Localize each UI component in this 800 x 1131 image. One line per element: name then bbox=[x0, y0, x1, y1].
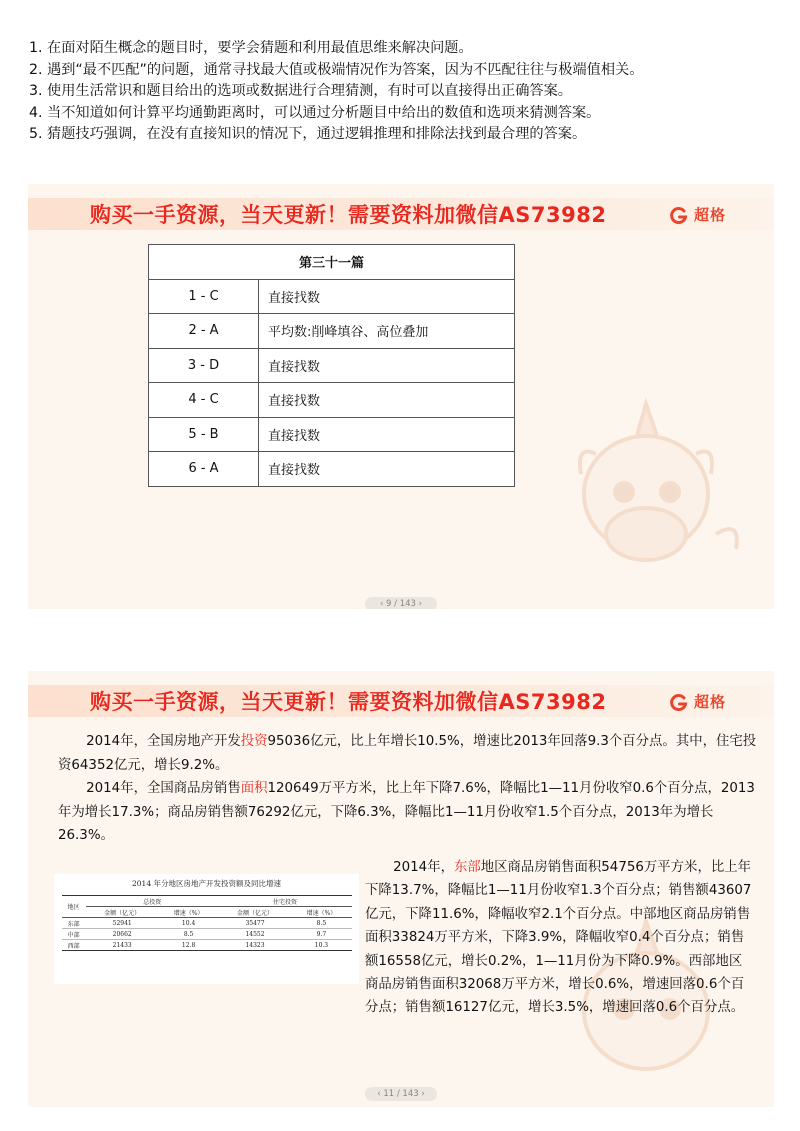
region-cell: 西部 bbox=[62, 940, 86, 951]
unicorn-mascot-icon bbox=[536, 384, 756, 604]
region-cell: 东部 bbox=[62, 918, 86, 929]
text-span: 120649万平方米，比上年下降7.6%，降幅比1—11月份收窄0.6个百分点，2013年为增长17.3%；商品房销售额76292亿元，下降6.3%，降幅比1—11月份收窄1.5个百分点，2013年为增长26.3%。 bbox=[58, 781, 755, 844]
banner-text: 购买一手资源，当天更新！需要资料加微信AS73982 bbox=[90, 690, 607, 714]
value-cell: 20662 bbox=[86, 929, 159, 940]
promo-banner bbox=[28, 198, 774, 230]
note-line: 2. 遇到“最不匹配”的问题，通常寻找最大值或极端情况作为答案，因为不匹配往往与极端值相关。 bbox=[29, 61, 644, 78]
note-line: 1. 在面对陌生概念的题目时，要学会猜题和利用最值思维来解决问题。 bbox=[29, 40, 473, 56]
answer-key-table bbox=[148, 244, 515, 487]
promo-banner bbox=[28, 685, 774, 717]
subheader-amount: 金额（亿元） bbox=[219, 907, 292, 918]
regional-investment-table bbox=[54, 874, 359, 984]
paragraph-investment bbox=[58, 730, 758, 777]
notes-list bbox=[29, 38, 789, 146]
method-cell: 直接找数 bbox=[259, 417, 515, 452]
header-total: 总投资 bbox=[86, 896, 219, 907]
brand-logo bbox=[669, 204, 726, 225]
method-cell: 直接找数 bbox=[259, 279, 515, 314]
brand-g-icon bbox=[669, 692, 689, 712]
answer-cell: 5 - B bbox=[149, 417, 259, 452]
subheader-growth: 增速（%） bbox=[291, 907, 351, 918]
method-cell: 直接找数 bbox=[259, 383, 515, 418]
table-row bbox=[62, 918, 352, 929]
slide-answer-key bbox=[28, 184, 774, 609]
paragraph-sales bbox=[58, 777, 758, 848]
table-row bbox=[149, 279, 515, 314]
value-cell: 35477 bbox=[219, 918, 292, 929]
method-cell: 平均数:削峰填谷、高位叠加 bbox=[259, 314, 515, 349]
brand-g-icon bbox=[669, 205, 689, 225]
value-cell: 10.4 bbox=[159, 918, 219, 929]
mini-table-caption: 2014 年分地区房地产开发投资额及同比增速 bbox=[132, 879, 281, 888]
brand-name: 超格 bbox=[693, 693, 726, 711]
answer-cell: 2 - A bbox=[149, 314, 259, 349]
banner-text: 购买一手资源，当天更新！需要资料加微信AS73982 bbox=[90, 203, 607, 227]
mini-table bbox=[62, 895, 352, 951]
value-cell: 12.8 bbox=[159, 940, 219, 951]
text-span: 2014年，全国房地产开发 bbox=[86, 734, 241, 749]
answer-cell: 4 - C bbox=[149, 383, 259, 418]
brand-logo bbox=[669, 691, 726, 712]
header-housing: 住宅投资 bbox=[219, 896, 352, 907]
answer-cell: 6 - A bbox=[149, 452, 259, 487]
region-cell: 中部 bbox=[62, 929, 86, 940]
highlight-investment: 投资 bbox=[240, 734, 268, 749]
answer-cell: 1 - C bbox=[149, 279, 259, 314]
table-row bbox=[62, 929, 352, 940]
highlight-east: 东部 bbox=[453, 860, 481, 875]
method-cell: 直接找数 bbox=[259, 452, 515, 487]
value-cell: 10.3 bbox=[291, 940, 351, 951]
material-text bbox=[58, 730, 758, 848]
page-indicator[interactable]: ‹ 11 / 143 › bbox=[365, 1087, 437, 1101]
note-line: 3. 使用生活常识和题目给出的选项或数据进行合理猜测，有时可以直接得出正确答案。 bbox=[29, 83, 572, 99]
method-cell: 直接找数 bbox=[259, 348, 515, 383]
value-cell: 8.5 bbox=[159, 929, 219, 940]
text-span: 2014年， bbox=[393, 860, 454, 875]
note-line: 5. 猜题技巧强调，在没有直接知识的情况下，通过逻辑推理和排除法找到最合理的答案。 bbox=[29, 126, 587, 142]
page-number: 9 / 143 bbox=[386, 599, 416, 609]
value-cell: 8.5 bbox=[291, 918, 351, 929]
table-row bbox=[62, 940, 352, 951]
brand-name: 超格 bbox=[693, 206, 726, 224]
page-number: 11 / 143 bbox=[383, 1089, 419, 1099]
table-row bbox=[149, 348, 515, 383]
table-row bbox=[149, 417, 515, 452]
answer-cell: 3 - D bbox=[149, 348, 259, 383]
header-region: 地区 bbox=[62, 896, 86, 918]
note-line: 4. 当不知道如何计算平均通勤距离时，可以通过分析题目中给出的数值和选项来猜测答案。 bbox=[29, 104, 601, 121]
table-title: 第三十一篇 bbox=[149, 245, 515, 280]
text-span: 地区商品房销售面积54756万平方米，比上年下降13.7%，降幅比1—11月份收窄1.3个百分点；销售额43607亿元，下降11.6%，降幅收窄2.1个百分点。中部地区商品房销售面积33824万平方米，下降3.9%，降幅收窄0.4个百分点；销售额16558亿元，增长0.2%，1—11月份为下降0.9%。西部地区商品房销售面积32068万平方米，增长0.6%，增速回落0.6个百分点；销售额16127亿元，增长3.5%，增速回落0.6个百分点。 bbox=[365, 860, 752, 1016]
value-cell: 52941 bbox=[86, 918, 159, 929]
value-cell: 21433 bbox=[86, 940, 159, 951]
table-row bbox=[149, 314, 515, 349]
text-span: 95036亿元，比上年增长10.5%，增速比2013年回落9.3个百分点。其中，住宅投资64352亿元，增长9.2%。 bbox=[58, 734, 757, 773]
subheader-amount: 金额（亿元） bbox=[86, 907, 159, 918]
slide-material bbox=[28, 671, 774, 1107]
paragraph-regions bbox=[365, 856, 755, 1020]
table-row bbox=[149, 452, 515, 487]
value-cell: 9.7 bbox=[291, 929, 351, 940]
value-cell: 14323 bbox=[219, 940, 292, 951]
regional-text bbox=[365, 856, 755, 1020]
highlight-area: 面积 bbox=[240, 781, 268, 797]
value-cell: 14552 bbox=[219, 929, 292, 940]
page-indicator[interactable]: ‹ 9 / 143 › bbox=[365, 597, 437, 609]
text-span: 2014年，全国商品房销售 bbox=[86, 781, 241, 797]
table-row bbox=[149, 383, 515, 418]
subheader-growth: 增速（%） bbox=[159, 907, 219, 918]
